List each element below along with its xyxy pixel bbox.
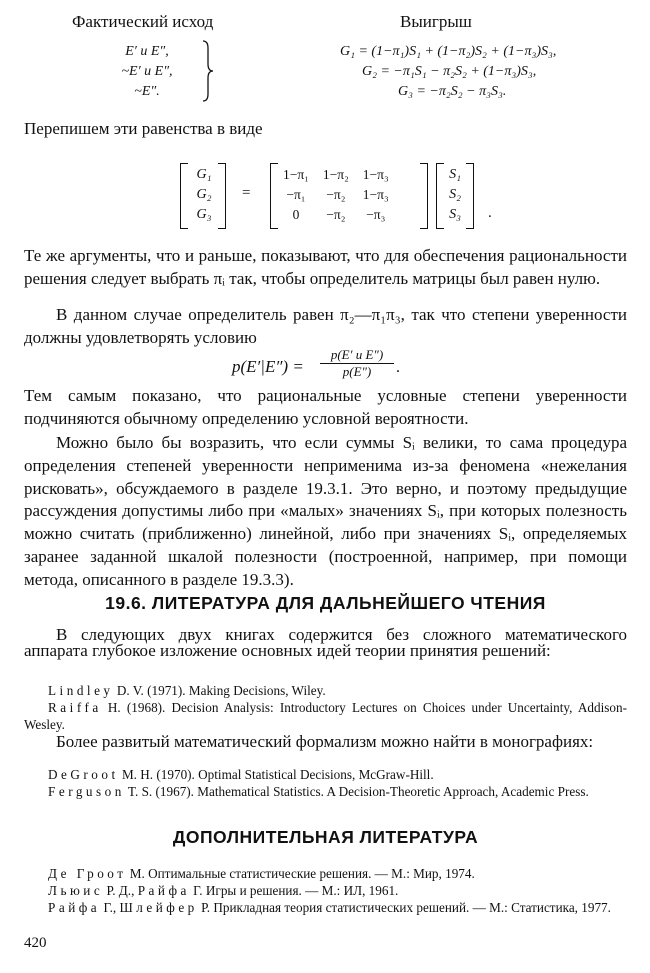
outcome-1: E′ и E″, — [125, 44, 169, 59]
bibliography-advanced — [24, 766, 627, 800]
bib-author: Де Гроот — [48, 866, 127, 881]
paragraph-books-intro: В следующих двух книгах содержится без сложного математического аппарата глубокое изложение основных идей теории принятия решений: — [24, 625, 627, 660]
bib-details: T. S. (1967). Mathematical Statistics. A Decision-Theoretic Approach, Academic Press. — [124, 784, 589, 799]
right-bracket — [218, 163, 226, 229]
formula-denominator: p(E″) — [320, 363, 394, 380]
bib-entry — [24, 882, 627, 899]
payoff-2: G₂ = −π₁S₁ − π₂S₂ + (1−π₃)S₃, — [362, 64, 537, 79]
equals-sign: = — [242, 185, 251, 201]
rewrite-text: Перепишем эти равенства в виде — [24, 119, 263, 138]
formula-period: . — [396, 359, 400, 376]
bib-entry — [24, 766, 627, 783]
matrix-cell: 0 — [292, 207, 300, 222]
matrix-cell: 1−π₁ — [283, 167, 309, 182]
bib-author: Ferguson — [48, 784, 125, 799]
paragraph-advanced: Более развитый математический формализм можно найти в монографиях: — [56, 732, 594, 751]
bib-author: Raiffa — [48, 700, 102, 715]
matrix-cell: 1−π₃ — [362, 167, 389, 182]
formula-numerator: p(E′ и E″) — [330, 347, 384, 362]
paragraph-objection: Можно было бы возразить, что если суммы Sᵢ велики, то сама процедура определения степеней уверенности неприменима из-за феномена «нежелания рисковать», обсуждаемого в разделе 19.3.1. Это верно, и поэтому предыдущие рассуждения допустимы либо при «малых» значениях Sᵢ, при которых полезность можно считать (приближенно) линейной, либо при значениях Sᵢ, определяемых заранее заданной шкалой полезности (построенной, например, при помощи метода, описанного в разделе 19.3.3). — [24, 433, 627, 589]
bib-details: M. H. (1970). Optimal Statistical Decisions, McGraw-Hill. — [118, 767, 434, 782]
paragraph-conclusion: Тем самым показано, что рациональные условные степени уверенности подчиняются обычному определению условной вероятности. — [24, 386, 627, 428]
right-bracket — [420, 163, 428, 229]
payoff-list — [326, 42, 626, 102]
bib-author: Lindley — [48, 683, 114, 698]
payoff-column-header: Выигрыш — [400, 12, 472, 31]
bib-details: D. V. (1971). Making Decisions, Wiley. — [113, 683, 326, 698]
g-entry: G₂ — [196, 187, 212, 202]
g-entry: G₁ — [196, 167, 212, 182]
bib-author: Шлейфер — [119, 900, 198, 915]
outcome-2: ~E′ и E″, — [121, 64, 173, 79]
matrix-equation — [180, 163, 520, 235]
bib-details: Р. Д., — [103, 883, 138, 898]
bib-entry — [24, 865, 627, 882]
matrix-cell: −π₂ — [326, 187, 346, 202]
equation-period: . — [488, 205, 492, 221]
outcome-column-header: Фактический исход — [72, 12, 214, 31]
bib-details: М. Оптимальные статистические решения. — М.: Мир, 1974. — [126, 866, 475, 881]
bib-entry — [24, 783, 627, 800]
section-heading: 19.6. ЛИТЕРАТУРА ДЛЯ ДАЛЬНЕЙШЕГО ЧТЕНИЯ — [105, 593, 546, 613]
right-bracket — [466, 163, 474, 229]
bib-entry — [24, 699, 627, 733]
outcome-3: ~E″. — [134, 84, 160, 99]
bib-details: H. (1968). Decision Analysis: Introductory Lectures on Choices under Uncertainty, Addison-Wesley. — [24, 700, 627, 732]
matrix-cell: −π₃ — [366, 207, 386, 222]
g-vector — [188, 165, 220, 225]
bib-author: Льюис — [48, 883, 104, 898]
page-number: 420 — [24, 935, 47, 951]
matrix-cell: 1−π₂ — [322, 167, 349, 182]
bib-details: Г., — [100, 900, 120, 915]
s-vector — [442, 165, 468, 225]
bib-entry — [24, 899, 627, 916]
conditional-probability-formula — [232, 349, 432, 385]
right-brace — [202, 40, 210, 102]
matrix-cell: 1−π₃ — [362, 187, 389, 202]
additional-literature-heading: ДОПОЛНИТЕЛЬНАЯ ЛИТЕРАТУРА — [172, 827, 479, 847]
s-entry: S₂ — [449, 187, 461, 202]
bib-author: DeGroot — [48, 767, 119, 782]
bib-author: Райфа — [137, 883, 190, 898]
payoff-3: G₃ = −π₂S₂ − π₃S₃. — [398, 84, 507, 99]
bib-details: Г. Игры и решения. — М.: ИЛ, 1961. — [189, 883, 399, 898]
s-entry: S₁ — [449, 167, 461, 182]
left-bracket — [180, 163, 188, 229]
formula-fraction — [320, 347, 394, 380]
bib-entry — [24, 682, 627, 699]
matrix-cell: −π₁ — [286, 187, 306, 202]
s-entry: S₃ — [449, 207, 461, 222]
paragraph-rationality: Те же аргументы, что и раньше, показывают, что для обеспечения рациональности решения следует выбрать πᵢ так, чтобы определитель матрицы был равен нулю. — [24, 246, 627, 288]
matrix-cell: −π₂ — [326, 207, 346, 222]
g-entry: G₃ — [196, 207, 212, 222]
bibliography-basic — [24, 682, 627, 733]
bib-author: Райфа — [48, 900, 101, 915]
payoff-1: G₁ = (1−π₁)S₁ + (1−π₂)S₂ + (1−π₃)S₃, — [340, 44, 557, 59]
paragraph-determinant: В данном случае определитель равен π₂—π₁π₃, так что степени уверенности должны удовлетворять условию — [24, 305, 627, 347]
bibliography-russian — [24, 865, 627, 916]
formula-lhs: p(E′|E″) = — [232, 357, 304, 376]
coefficient-matrix — [276, 165, 396, 225]
outcome-list — [92, 42, 202, 102]
bib-details: Р. Прикладная теория статистических решений. — М.: Статистика, 1977. — [197, 900, 611, 915]
